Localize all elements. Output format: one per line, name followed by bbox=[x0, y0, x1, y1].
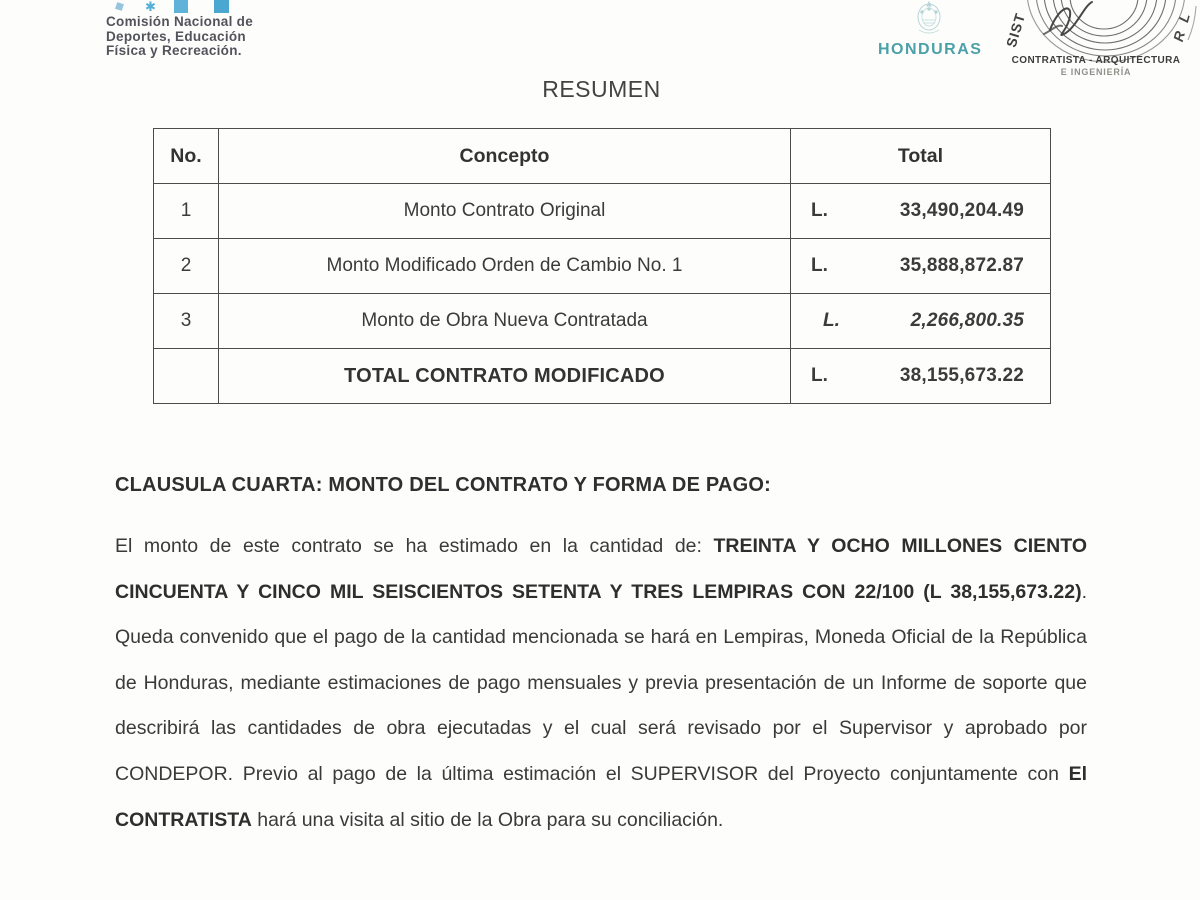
header-concepto: Concepto bbox=[219, 129, 791, 184]
cell-no: 3 bbox=[154, 294, 219, 349]
stamp-side-text-right: R L bbox=[1170, 8, 1195, 44]
honduras-coat-of-arms-icon bbox=[907, 0, 951, 38]
honduras-wordmark: HONDURAS bbox=[878, 41, 983, 58]
amount-value: 33,490,204.49 bbox=[899, 200, 1024, 221]
org-logo-text-line: Comisión Nacional de bbox=[106, 14, 254, 29]
org-logo-text bbox=[106, 15, 291, 59]
stamp-caption bbox=[992, 55, 1200, 77]
paragraph-run: hará una visita al sitio de la Obra para su conciliación. bbox=[251, 808, 724, 831]
cell-total bbox=[791, 349, 1051, 404]
currency-symbol: L. bbox=[811, 200, 828, 221]
logo-mark-dot bbox=[115, 2, 124, 11]
summary-table bbox=[153, 128, 1051, 404]
org-logo-text-line: Deportes, Educación bbox=[106, 28, 246, 44]
logo-mark-star: ✱ bbox=[145, 0, 156, 14]
paragraph-run: . Queda convenido que el pago de la cantidad mencionada se hará en Lempiras, Moneda Oficial de la República de Honduras, mediante estimaciones de pago mensuales y previa presentación de un Informe de soporte que describirá las cantidades de obra ejecutadas y el cual será revisado por el Supervisor y aprobado por CONDEPOR. Previo al pago de la última estimación el SUPERVISOR del Proyecto conjuntamente con bbox=[115, 580, 1087, 785]
cell-concepto: Monto Contrato Original bbox=[219, 184, 791, 239]
summary-table-body bbox=[154, 184, 1051, 404]
cell-total bbox=[791, 239, 1051, 294]
clause-heading: CLAUSULA CUARTA: MONTO DEL CONTRATO Y FORMA DE PAGO: bbox=[115, 474, 771, 496]
stamp-side-text-left: SIST bbox=[1002, 10, 1029, 50]
section-title: RESUMEN bbox=[542, 76, 661, 102]
amount-value: 38,155,673.22 bbox=[899, 365, 1024, 386]
logo-mark-square bbox=[174, 0, 188, 13]
currency-symbol: L. bbox=[811, 255, 828, 276]
cell-no bbox=[154, 349, 219, 404]
cell-total bbox=[791, 294, 1051, 349]
currency-symbol: L. bbox=[823, 310, 840, 331]
table-header-row bbox=[154, 129, 1051, 184]
table-row bbox=[154, 239, 1051, 294]
stamp-caption-line1: CONTRATISTA - ARQUITECTURA bbox=[1011, 55, 1181, 66]
total-amount bbox=[811, 365, 1024, 387]
cell-no: 1 bbox=[154, 184, 219, 239]
cell-concepto: Monto Modificado Orden de Cambio No. 1 bbox=[219, 239, 791, 294]
cell-no: 2 bbox=[154, 239, 219, 294]
condepor-logo-icon bbox=[106, 0, 291, 15]
total-amount bbox=[811, 255, 1024, 277]
table-row bbox=[154, 184, 1051, 239]
amount-value: 35,888,872.87 bbox=[899, 255, 1024, 276]
header-total: Total bbox=[791, 129, 1051, 184]
logo-mark-square bbox=[214, 0, 229, 13]
paragraph-bold-run: TREINTA Y OCHO MILLONES CIENTO CINCUENTA Y CINCO MIL SEISCIENTOS SETENTA Y TRES LEMPIRAS CON 22/100 (L 38,155,673.22) bbox=[115, 535, 1087, 603]
condepor-logo bbox=[106, 0, 291, 59]
honduras-logo bbox=[878, 0, 983, 59]
table-row bbox=[154, 294, 1051, 349]
header-no: No. bbox=[154, 129, 219, 184]
amount-value: 2,266,800.35 bbox=[910, 310, 1024, 331]
table-row bbox=[154, 349, 1051, 404]
clause-paragraph bbox=[115, 524, 1087, 843]
paragraph-bold-run: El CONTRATISTA bbox=[115, 762, 1087, 831]
stamp-caption-line2: E INGENIERÍA bbox=[1060, 67, 1132, 77]
paragraph-run: El monto de este contrato se ha estimado en la cantidad de: bbox=[115, 535, 714, 557]
contractor-stamp bbox=[992, 0, 1200, 85]
total-amount bbox=[811, 310, 1024, 332]
total-amount bbox=[811, 200, 1024, 222]
cell-total bbox=[791, 184, 1051, 239]
org-logo-text-line: Física y Recreación. bbox=[106, 43, 242, 58]
cell-concepto: TOTAL CONTRATO MODIFICADO bbox=[219, 349, 791, 404]
currency-symbol: L. bbox=[811, 365, 828, 386]
cell-concepto: Monto de Obra Nueva Contratada bbox=[219, 294, 791, 349]
